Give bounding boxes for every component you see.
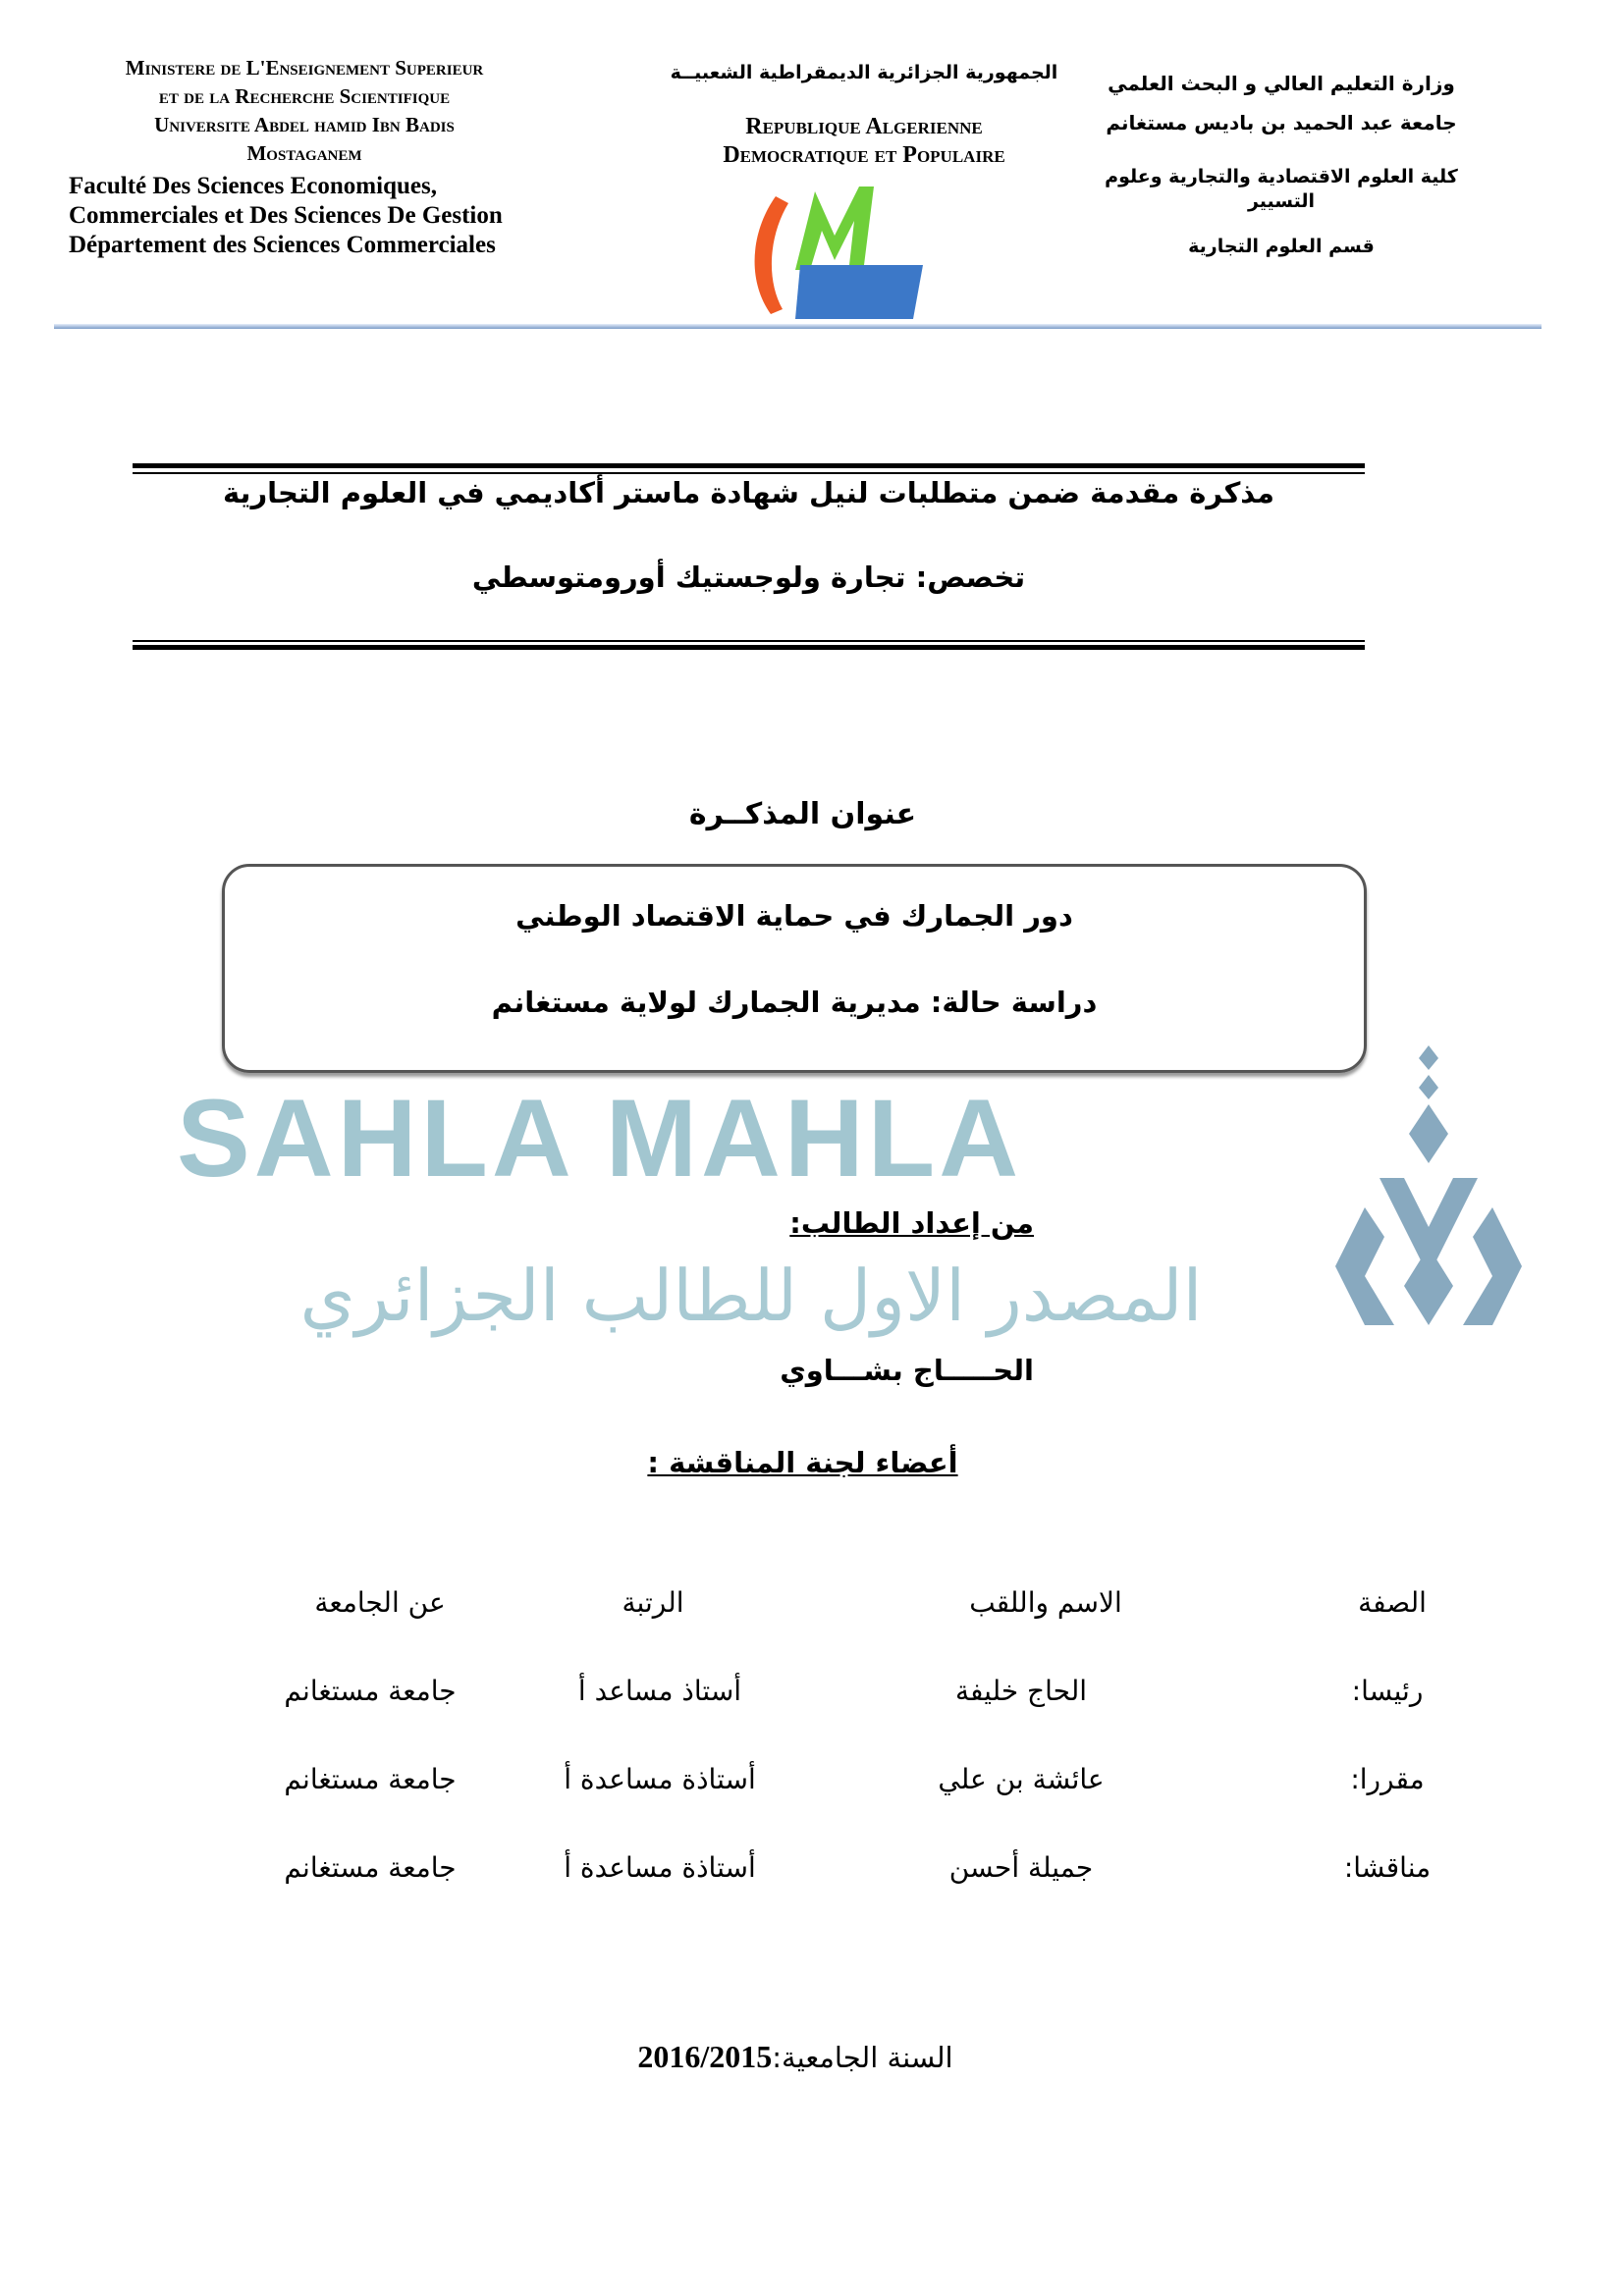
table-cell: أستاذة مساعدة أ	[564, 1851, 756, 1884]
university-ar: جامعة عبد الحميد بن باديس مستغانم	[1106, 111, 1457, 134]
column-header: الاسم واللقب	[969, 1586, 1122, 1619]
header-right	[1070, 71, 1492, 259]
specialty-text: تخصص: تجارة ولوجستيك أورومتوسطي	[471, 561, 1026, 594]
ministry-fr: Ministere de L'Enseignement Superieur	[125, 56, 484, 80]
department-ar: قسم العلوم التجارية	[1188, 236, 1375, 258]
header-center	[668, 61, 1060, 170]
watermark-logo	[1325, 1041, 1537, 1325]
city-fr: Mostaganem	[246, 141, 362, 165]
case-study: دراسة حالة: مديرية الجمارك لولاية مستغانم	[491, 985, 1098, 1019]
academic-year-value: 2016/2015	[637, 2039, 773, 2074]
thesis-title: دور الجمارك في حماية الاقتصاد الوطني	[515, 899, 1073, 933]
prepared-by-label: من إعداد الطالب:	[789, 1206, 1034, 1240]
republic-fr: Republique Algerienne	[745, 113, 983, 139]
column-header: الصفة	[1358, 1586, 1427, 1619]
academic-year-label: السنة الجامعية:	[772, 2041, 953, 2074]
republic-ar: الجمهورية الجزائرية الديمقراطية الشعبيــة	[670, 62, 1058, 83]
table-cell: جميلة أحسن	[948, 1851, 1094, 1884]
academic-year	[0, 2039, 1591, 2076]
table-cell: أستاذ مساعد أ	[577, 1675, 742, 1707]
top-double-line-2	[133, 472, 1365, 474]
faculty-fr-2: Commerciales et Des Sciences De Gestion	[69, 202, 503, 229]
faculty-fr: Faculté Des Sciences Economiques,	[69, 173, 437, 199]
student-name: الحـــــاج بشـــاوي	[780, 1354, 1034, 1387]
republic-fr-2: Democratique et Populaire	[723, 141, 1005, 168]
table-cell: الحاج خليفة	[954, 1675, 1088, 1707]
requirement-text: مذكرة مقدمة ضمن متطلبات لنيل شهادة ماستر أكاديمي في العلوم التجارية	[222, 476, 1275, 509]
top-double-line	[133, 463, 1365, 468]
watermark-arabic: المصدر الاول للطالب الجزائري	[299, 1255, 1203, 1337]
university-fr: Universite Abdel hamid Ibn Badis	[154, 113, 455, 136]
header-left	[59, 54, 550, 260]
table-cell: جامعة مستغانم	[284, 1851, 457, 1884]
table-cell: جامعة مستغانم	[284, 1763, 457, 1795]
watermark-latin: SAHLA MAHLA	[177, 1077, 1023, 1200]
ministry-fr-2: et de la Recherche Scientifique	[158, 84, 451, 108]
ministry-ar: وزارة التعليم العالي و البحث العلمي	[1108, 72, 1455, 95]
title-label: عنوان المذكــرة	[688, 797, 917, 831]
bottom-double-line-2	[133, 645, 1365, 650]
table-cell: جامعة مستغانم	[284, 1675, 457, 1707]
column-header: الرتبة	[622, 1586, 684, 1619]
table-cell: رئيسا:	[1351, 1675, 1424, 1707]
header-divider	[54, 324, 1542, 329]
table-cell: مقررا:	[1350, 1763, 1425, 1795]
department-fr: Département des Sciences Commerciales	[69, 232, 496, 258]
table-cell: أستاذة مساعدة أ	[564, 1763, 756, 1795]
table-cell: مناقشا:	[1343, 1851, 1432, 1884]
title-box	[222, 864, 1367, 1073]
faculty-ar: كلية العلوم الاقتصادية والتجارية وعلوم التسيير	[1105, 166, 1458, 212]
university-logo	[741, 182, 928, 319]
bottom-double-line	[133, 640, 1365, 642]
column-header: عن الجامعة	[314, 1586, 446, 1619]
committee-heading: أعضاء لجنة المناقشة :	[647, 1446, 958, 1479]
table-cell: عائشة بن علي	[938, 1763, 1105, 1795]
